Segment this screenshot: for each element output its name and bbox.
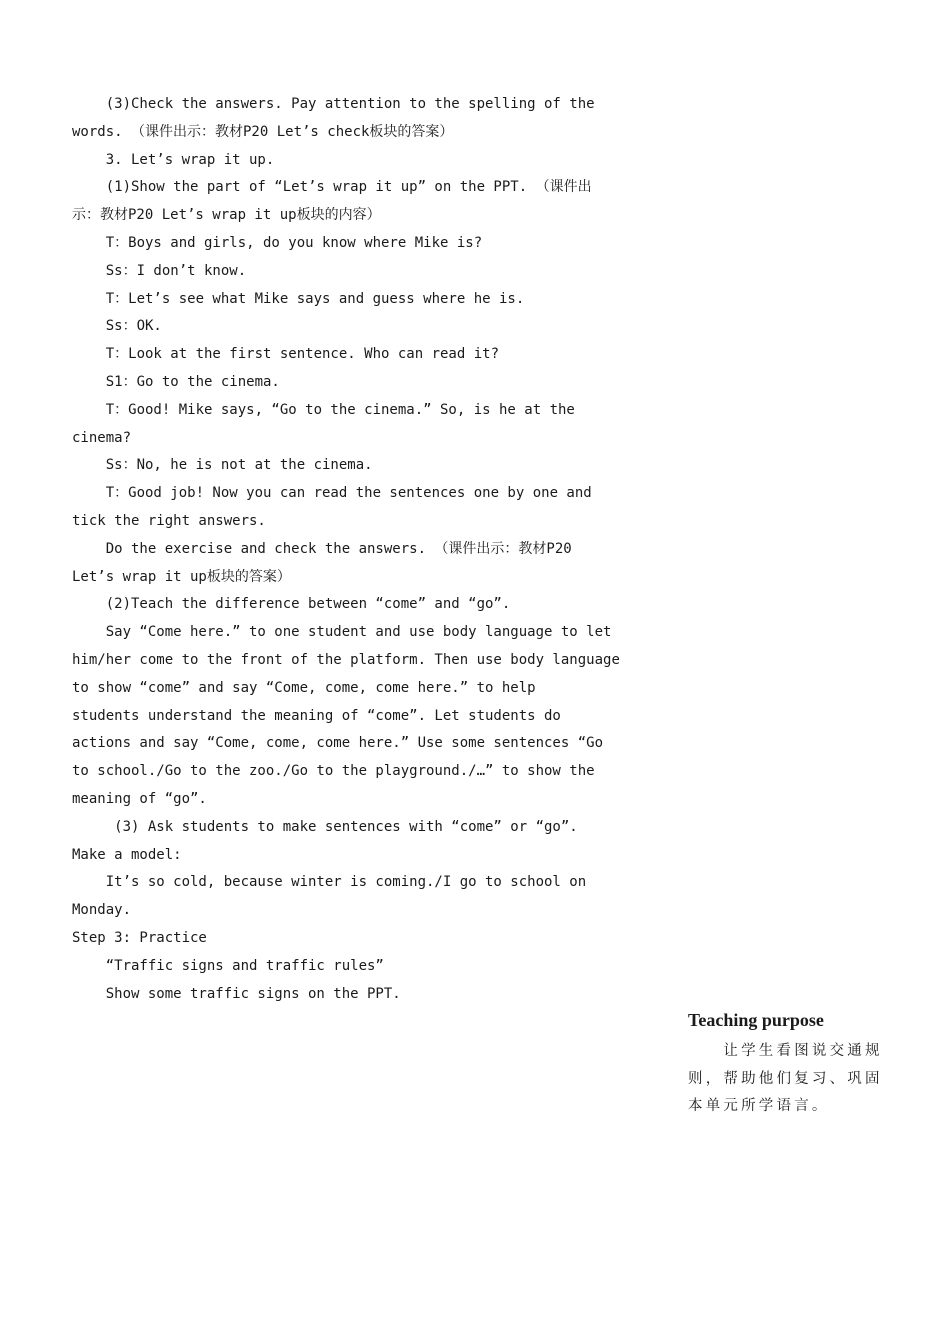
body-line: It’s so cold, because winter is coming./I go to school on — [72, 874, 587, 891]
body-line: words. （课件出示：教材P20 Let’s check板块的答案） — [72, 123, 454, 140]
body-line: Show some traffic signs on the PPT. — [72, 985, 401, 1002]
body-line: meaning of “go”. — [72, 790, 207, 807]
body-line: Ss：I don’t know. — [72, 262, 247, 279]
teaching-purpose-panel — [688, 1006, 893, 1121]
body-line: T：Look at the first sentence. Who can read it? — [72, 346, 500, 363]
body-line: cinema? — [72, 429, 132, 446]
body-line: T：Let’s see what Mike says and guess where he is. — [72, 290, 525, 307]
step-heading: Step 3: Practice — [72, 929, 207, 946]
body-line: Ss：No, he is not at the cinema. — [72, 457, 373, 474]
body-line: 示：教材P20 Let’s wrap it up板块的内容） — [72, 207, 381, 224]
purpose-line: 让学生看图说交通规 — [688, 1043, 883, 1059]
body-line: T：Boys and girls, do you know where Mike is? — [72, 234, 483, 251]
body-line: students understand the meaning of “come”. Let students do — [72, 707, 561, 724]
body-line: him/her come to the front of the platform. Then use body language — [72, 651, 620, 668]
body-line: Make a model: — [72, 846, 182, 863]
lesson-body — [72, 91, 632, 1008]
body-line: tick the right answers. — [72, 512, 266, 529]
body-line: Ss：OK. — [72, 318, 162, 335]
body-line: to show “come” and say “Come, come, come here.” to help — [72, 679, 536, 696]
purpose-line: 本单元所学语言。 — [688, 1098, 830, 1114]
body-line: actions and say “Come, come, come here.” Use some sentences “Go — [72, 735, 604, 752]
body-line: T：Good job! Now you can read the sentences one by one and — [72, 485, 592, 502]
body-line: (3)Check the answers. Pay attention to the spelling of the — [72, 96, 595, 112]
body-line: (2)Teach the difference between “come” and “go”. — [72, 596, 511, 613]
body-line: S1：Go to the cinema. — [72, 373, 280, 390]
purpose-line: 则，帮助他们复习、巩固 — [688, 1070, 883, 1087]
body-line: Let’s wrap it up板块的答案） — [72, 568, 291, 585]
body-line: (1)Show the part of “Let’s wrap it up” on the PPT. （课件出 — [72, 179, 592, 196]
body-line: T：Good! Mike says, “Go to the cinema.” So, is he at the — [72, 401, 575, 418]
body-line: Say “Come here.” to one student and use body language to let — [72, 624, 612, 641]
body-line: “Traffic signs and traffic rules” — [72, 957, 384, 974]
teaching-purpose-title: Teaching purpose — [688, 1010, 824, 1030]
body-line: (3) Ask students to make sentences with “come” or “go”. — [72, 818, 578, 835]
body-line: to school./Go to the zoo./Go to the playground./…” to show the — [72, 763, 595, 780]
body-line: Do the exercise and check the answers. （课件出示：教材P20 — [72, 540, 572, 557]
body-line: Monday. — [72, 902, 132, 919]
body-line: 3. Let’s wrap it up. — [72, 151, 275, 168]
teaching-purpose-text — [688, 1038, 893, 1121]
